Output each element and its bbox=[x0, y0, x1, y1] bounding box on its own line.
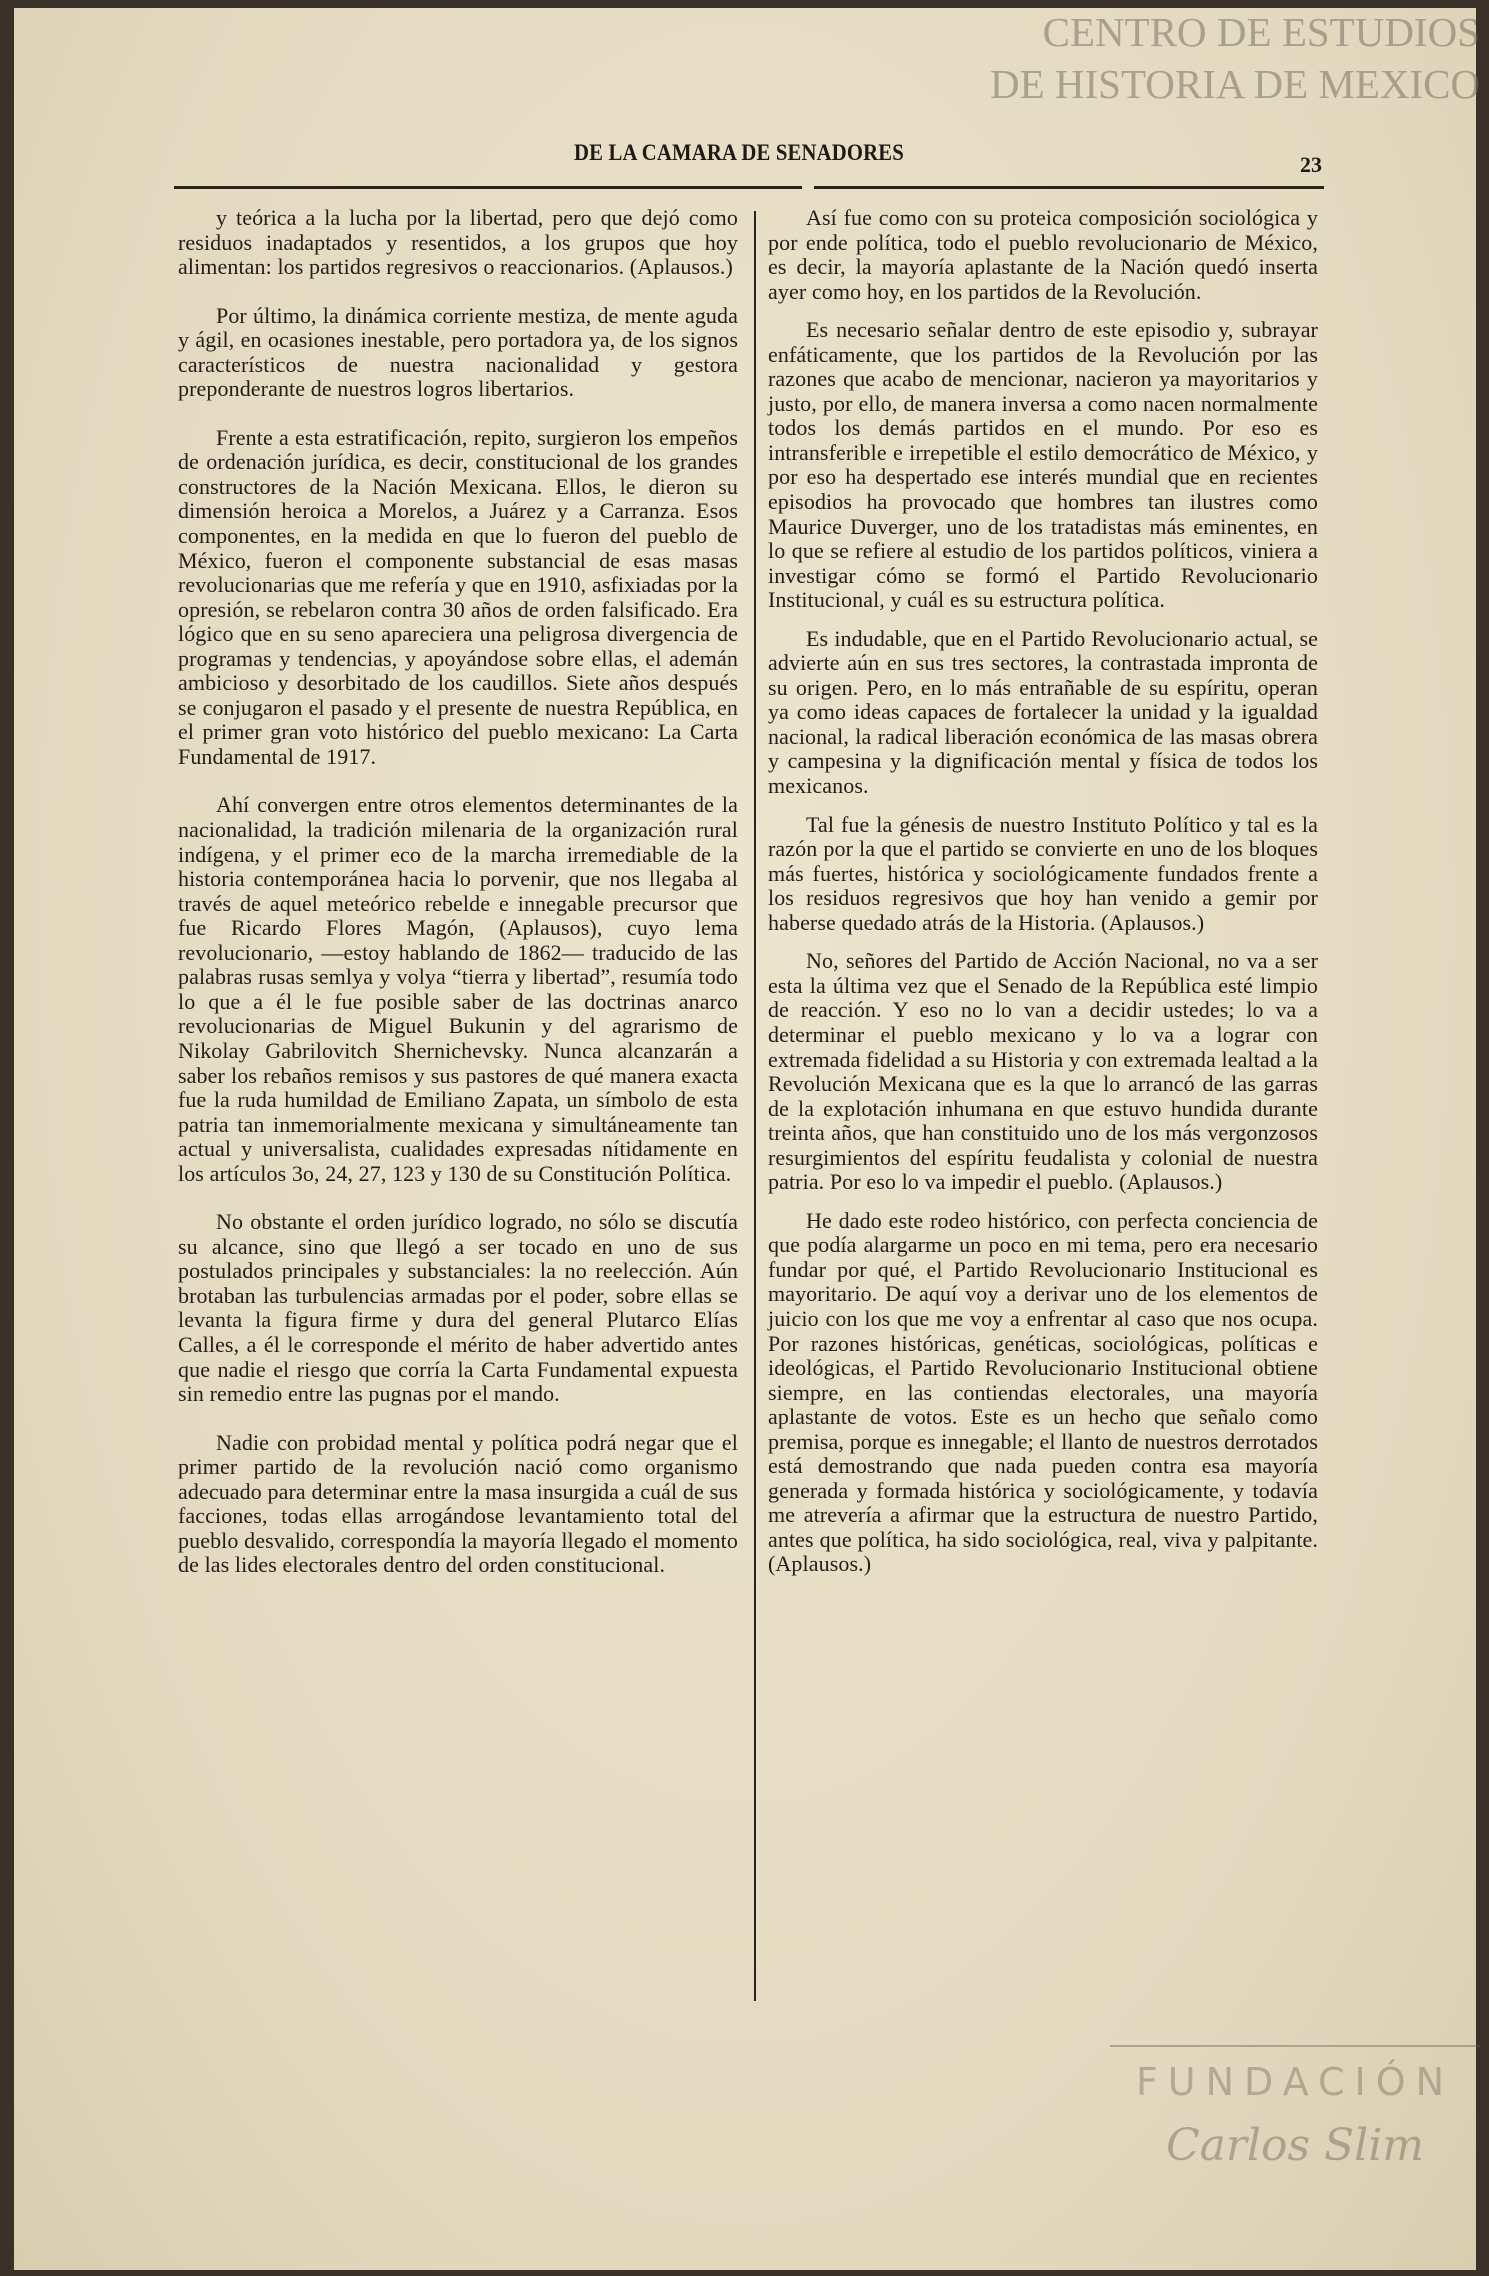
watermark-signature: Carlos Slim bbox=[1165, 2120, 1425, 2171]
header-rule-right bbox=[814, 186, 1324, 189]
watermark-fundacion: FUNDACIÓN bbox=[1135, 2060, 1455, 2104]
paragraph: Es necesario señalar dentro de este episodio y, subrayar enfáticamente, que los partidos de la Revolución por las razones que acabo de mencionar, nacieron ya mayoritarios y justo, por ello, de manera inversa a como nacen normalmente todos los demás partidos en el mundo. Por eso es intransferible e irrepetible el estilo democrático de México, y por eso ha despertado ese interés mundial que en recientes episodios ha provocado que hombres tan ilustres como Maurice Duverger, uno de los tratadistas más eminentes, en lo que se refiere al estudio de los partidos políticos, viniera a investigar cómo se formó el Partido Revolucionario Institucional, y cuál es su estructura política. bbox=[768, 317, 1318, 613]
paragraph: Nadie con probidad mental y política podrá negar que el primer partido de la revolución nació como organismo adecuado para determinar entre la masa insurgida a cuál de sus facciones, todas ellas arrogándose levantamiento total del pueblo desvalido, correspondía la mayoría llegado el momento de las lides electorales dentro del orden constitucional. bbox=[178, 1429, 738, 1578]
watermark-line: DE HISTORIA bbox=[990, 61, 1244, 107]
column-divider bbox=[754, 211, 756, 2001]
paragraph: No, señores del Partido de Acción Nacional, no va a ser esta la última vez que el Senado de la República esté limpio de reacción. Y eso no lo van a decidir ustedes; lo va a determinar el pueblo mexicano y lo va a lograr con extremada fidelidad a su Historia y con extremada lealtad a la Revolución Mexicana que es la que lo arrancó de las garras de la explotación inhumana en que estuvo hundida durante treinta años, que han constituido uno de los más vergonzosos resurgimientos del espíritu feudalista y colonial de nuestra patria. Por eso lo va impedir el pueblo. (Aplausos.) bbox=[768, 948, 1318, 1195]
running-title: DE LA CAMARA DE SENADORES bbox=[573, 140, 904, 165]
watermark-line: DE MEXICO bbox=[1253, 61, 1481, 107]
paragraph: He dado este rodeo histórico, con perfecta conciencia de que podía alargarme un poco en mi tema, pero era necesario fundar por qué, el Partido Revolucionario Institucional es mayoritario. De aquí voy a derivar uno de los elementos de juicio con los que me voy a enfrentar al caso que nos ocupa. Por razones históricas, genéticas, sociológicas, políticas e ideológicas, el Partido Revolucionario Institucional obtiene siempre, en las contiendas electorales, una mayoría aplastante de votos. Este es un hecho que señalo como premisa, porque es innegable; el llanto de nuestros derrotados está demostrando que nada pueden contra esa mayoría generada y formada histórica y sociológicamente, y todavía me atrevería a afirmar que la estructura de nuestro Partido, antes que política, ha sido sociológica, real, viva y palpitante. (Aplausos.) bbox=[768, 1207, 1318, 1577]
watermark-line: ESTUDIOS bbox=[1281, 9, 1480, 55]
watermark-row bbox=[990, 6, 1480, 58]
paragraph: Ahí convergen entre otros elementos determinantes de la nacionalidad, la tradición milenaria de la organización rural indígena, y el primer eco de la marcha irremediable de la historia contemporánea hacia lo porvenir, que nos llegaba al través de aquel meteórico rebelde e innegable precursor que fue Ricardo Flores Magón, (Aplausos), cuyo lema revolucionario, —estoy hablando de 1862— traducido de las palabras rusas semlya y volya “tierra y libertad”, resumía todo lo que a él le fue posible saber de las doctrinas anarco revolucionarias de Miguel Bukunin y del agrarismo de Nikolay Gabrilovitch Shernichevsky. Nunca alcanzarán a saber los rebaños remisos y sus pastores de qué manera exacta fue la ruda humildad de Emiliano Zapata, un símbolo de esta patria tan inmemorialmente mexicana y simultáneamente tan actual y universalista, cualidades expresadas nítidamente en los artículos 3o, 24, 27, 123 y 130 de su Constitución Política. bbox=[178, 792, 738, 1186]
watermark-line: CENTRO DE bbox=[1042, 9, 1272, 55]
left-column bbox=[178, 206, 738, 1578]
watermark-rule bbox=[1110, 2045, 1480, 2047]
paragraph: No obstante el orden jurídico logrado, no sólo se discutía su alcance, sino que llegó a ser tocado en uno de sus postulados principales y substanciales: la no reelección. Aún brotaban las turbulencias armadas por el poder, sobre ellas se levanta la figura firme y dura del general Plutarco Elías Calles, a él le corresponde el mérito de haber advertido antes que nadie el riesgo que corría la Carta Fundamental expuesta sin remedio entre las pugnas por el mando. bbox=[178, 1209, 738, 1407]
paragraph: Frente a esta estratificación, repito, surgieron los empeños de ordenación jurídica, es decir, constitucional de los grandes constructores de la Nación Mexicana. Ellos, le dieron su dimensión heroica a Morelos, a Juárez y a Carranza. Esos componentes, en la medida en que lo fueron del pueblo de México, fueron el componente substancial de esas masas revolucionarias que me refería y que en 1910, asfixiadas por la opresión, se rebelaron contra 30 años de orden falsificado. Era lógico que en su seno apareciera una peligrosa divergencia de programas y tendencias, y apoyándose sobre ellas, el ademán ambicioso y desorbitado de los caudillos. Siete años después se conjugaron el pasado y el presente de nuestra República, en el primer gran voto histórico del pueblo mexicano: La Carta Fundamental de 1917. bbox=[178, 424, 738, 769]
scanned-page bbox=[14, 8, 1476, 2270]
paragraph: Por último, la dinámica corriente mestiza, de mente aguda y ágil, en ocasiones inestable, pero portadora ya, de los signos característicos de nuestra nacionalidad y gestora preponderante de nuestros logros libertarios. bbox=[178, 302, 738, 402]
watermark-centro-estudios bbox=[990, 6, 1480, 118]
paragraph: Así fue como con su proteica composición sociológica y por ende política, todo el pueblo revolucionario de México, es decir, la mayoría aplastante de la Nación quedó inserta ayer como hoy, en los partidos de la Revolución. bbox=[768, 205, 1318, 304]
page-header bbox=[164, 136, 1322, 177]
watermark-row bbox=[990, 58, 1480, 110]
paragraph: Tal fue la génesis de nuestro Instituto Político y tal es la razón por la que el partido se convierte en uno de los bloques más fuertes, histórica y sociológicamente fundados frente a los residuos regresivos que hoy han venido a gemir por haberse quedado atrás de la Historia. (Aplausos.) bbox=[768, 811, 1318, 935]
paragraph: y teórica a la lucha por la libertad, pero que dejó como residuos inadaptados y resentidos, a los grupos que hoy alimentan: los partidos regresivos o reaccionarios. (Aplausos.) bbox=[178, 205, 738, 280]
right-column bbox=[768, 206, 1318, 1577]
paragraph: Es indudable, que en el Partido Revolucionario actual, se advierte aún en sus tres sectores, la contrastada impronta de su origen. Pero, en lo más entrañable de su espíritu, operan ya como ideas capaces de fortalecer la unidad y la igualdad nacional, la radical liberación económica de las masas obrera y campesina y la dignificación mental y física de todos los mexicanos. bbox=[768, 625, 1318, 799]
page-number: 23 bbox=[1300, 152, 1322, 177]
header-rule-left bbox=[174, 186, 802, 189]
